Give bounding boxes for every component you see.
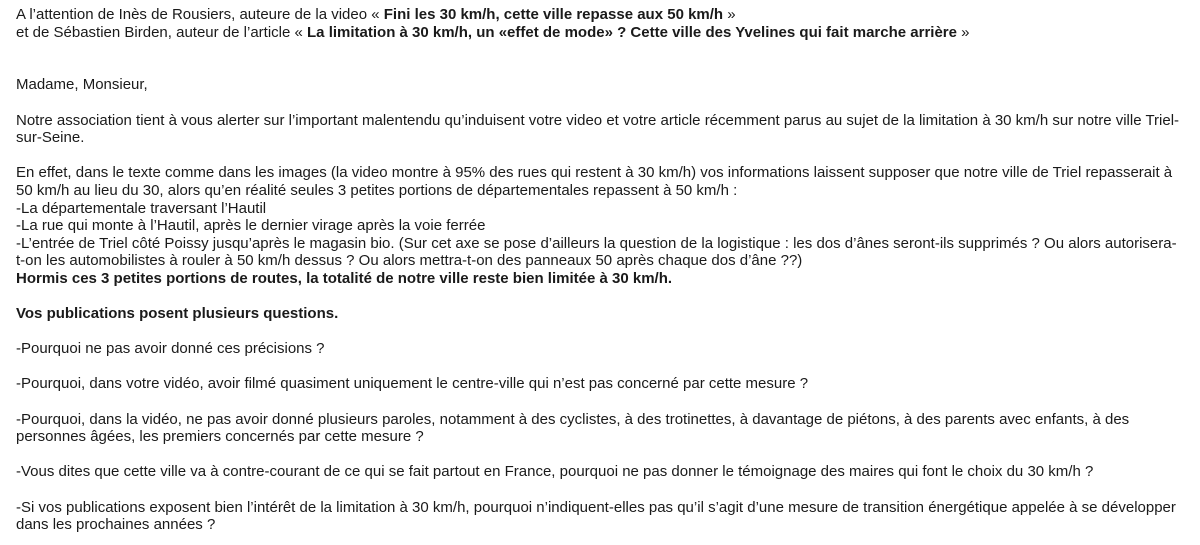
question-item: -Si vos publications exposent bien l’intérêt de la limitation à 30 km/h, pourquoi n’indiquent-elles pas qu’il s’agit d’une mesure de transition énergétique appelée à se développer dans les prochaines années ?: [16, 498, 1176, 534]
spacer: [16, 94, 1185, 112]
spacer: [16, 393, 1185, 411]
addressee-2-suffix: »: [956, 23, 970, 41]
article-title: La limitation à 30 km/h, un «effet de mode» ? Cette ville des Yvelines qui fait marche arrière: [307, 23, 957, 41]
question-item: -Pourquoi ne pas avoir donné ces précisions ?: [16, 340, 325, 358]
questions-heading: Vos publications posent plusieurs questions.: [16, 305, 339, 323]
portion-item: -La départementale traversant l’Hautil: [16, 199, 267, 217]
spacer: [16, 147, 1185, 165]
spacer: [16, 323, 1185, 341]
salutation: Madame, Monsieur,: [16, 76, 148, 94]
question-item: -Vous dites que cette ville va à contre-courant de ce qui se fait partout en France, pourquoi ne pas donner le témoignage des maires qui font le choix du 30 km/h ?: [16, 463, 1094, 481]
addressee-1-suffix: »: [723, 6, 736, 23]
intro-paragraph: Notre association tient à vous alerter sur l’important malentendu qu’induisent votre video et votre article récemment parus au sujet de la limitation à 30 km/h sur notre ville Triel-sur-Seine.: [16, 111, 1180, 147]
video-title: Fini les 30 km/h, cette ville repasse aux 50 km/h: [383, 6, 724, 23]
spacer: [16, 288, 1185, 306]
portion-item: -La rue qui monte à l’Hautil, après le dernier virage après la voie ferrée: [16, 217, 486, 235]
spacer: [16, 358, 1185, 376]
portion-item: -L’entrée de Triel côté Poissy jusqu’après le magasin bio. (Sur cet axe se pose d’ailleurs la question de la logistique : les dos d’ânes seront-ils supprimés ? Ou alors autorisera-t-on les automobilistes à rouler à 50 km/h dessus ? Ou alors mettra-t-on des panneaux 50 après chaque dos d’âne ??): [16, 234, 1177, 270]
spacer: [16, 41, 1185, 76]
addressee-2-prefix: et de Sébastien Birden, auteur de l’article «: [16, 23, 308, 41]
addressee-line-1: [16, 6, 1185, 24]
question-item: -Pourquoi, dans votre vidéo, avoir filmé quasiment uniquement le centre-ville qui n’est pas concerné par cette mesure ?: [16, 375, 809, 393]
addressee-1-prefix: A l’attention de Inès de Rousiers, auteure de la video «: [16, 6, 384, 23]
conclusion-statement: Hormis ces 3 petites portions de routes, la totalité de notre ville reste bien limitée à 30 km/h.: [16, 269, 673, 287]
context-paragraph: En effet, dans le texte comme dans les images (la video montre à 95% des rues qui restent à 30 km/h) vos informations laissent supposer que notre ville de Triel repasserait à 50 km/h au lieu du 30, alors qu’en réalité seules 3 petites portions de départementales repassent à 50 km/h :: [16, 164, 1173, 199]
question-item: -Pourquoi, dans la vidéo, ne pas avoir donné plusieurs paroles, notamment à des cyclistes, à des trotinettes, à davantage de piétons, à des parents avec enfants, à des personnes âgées, les premiers concernés par cette mesure ?: [16, 410, 1130, 446]
addressee-line-2: [16, 24, 1185, 42]
spacer: [16, 481, 1185, 499]
spacer: [16, 446, 1185, 464]
